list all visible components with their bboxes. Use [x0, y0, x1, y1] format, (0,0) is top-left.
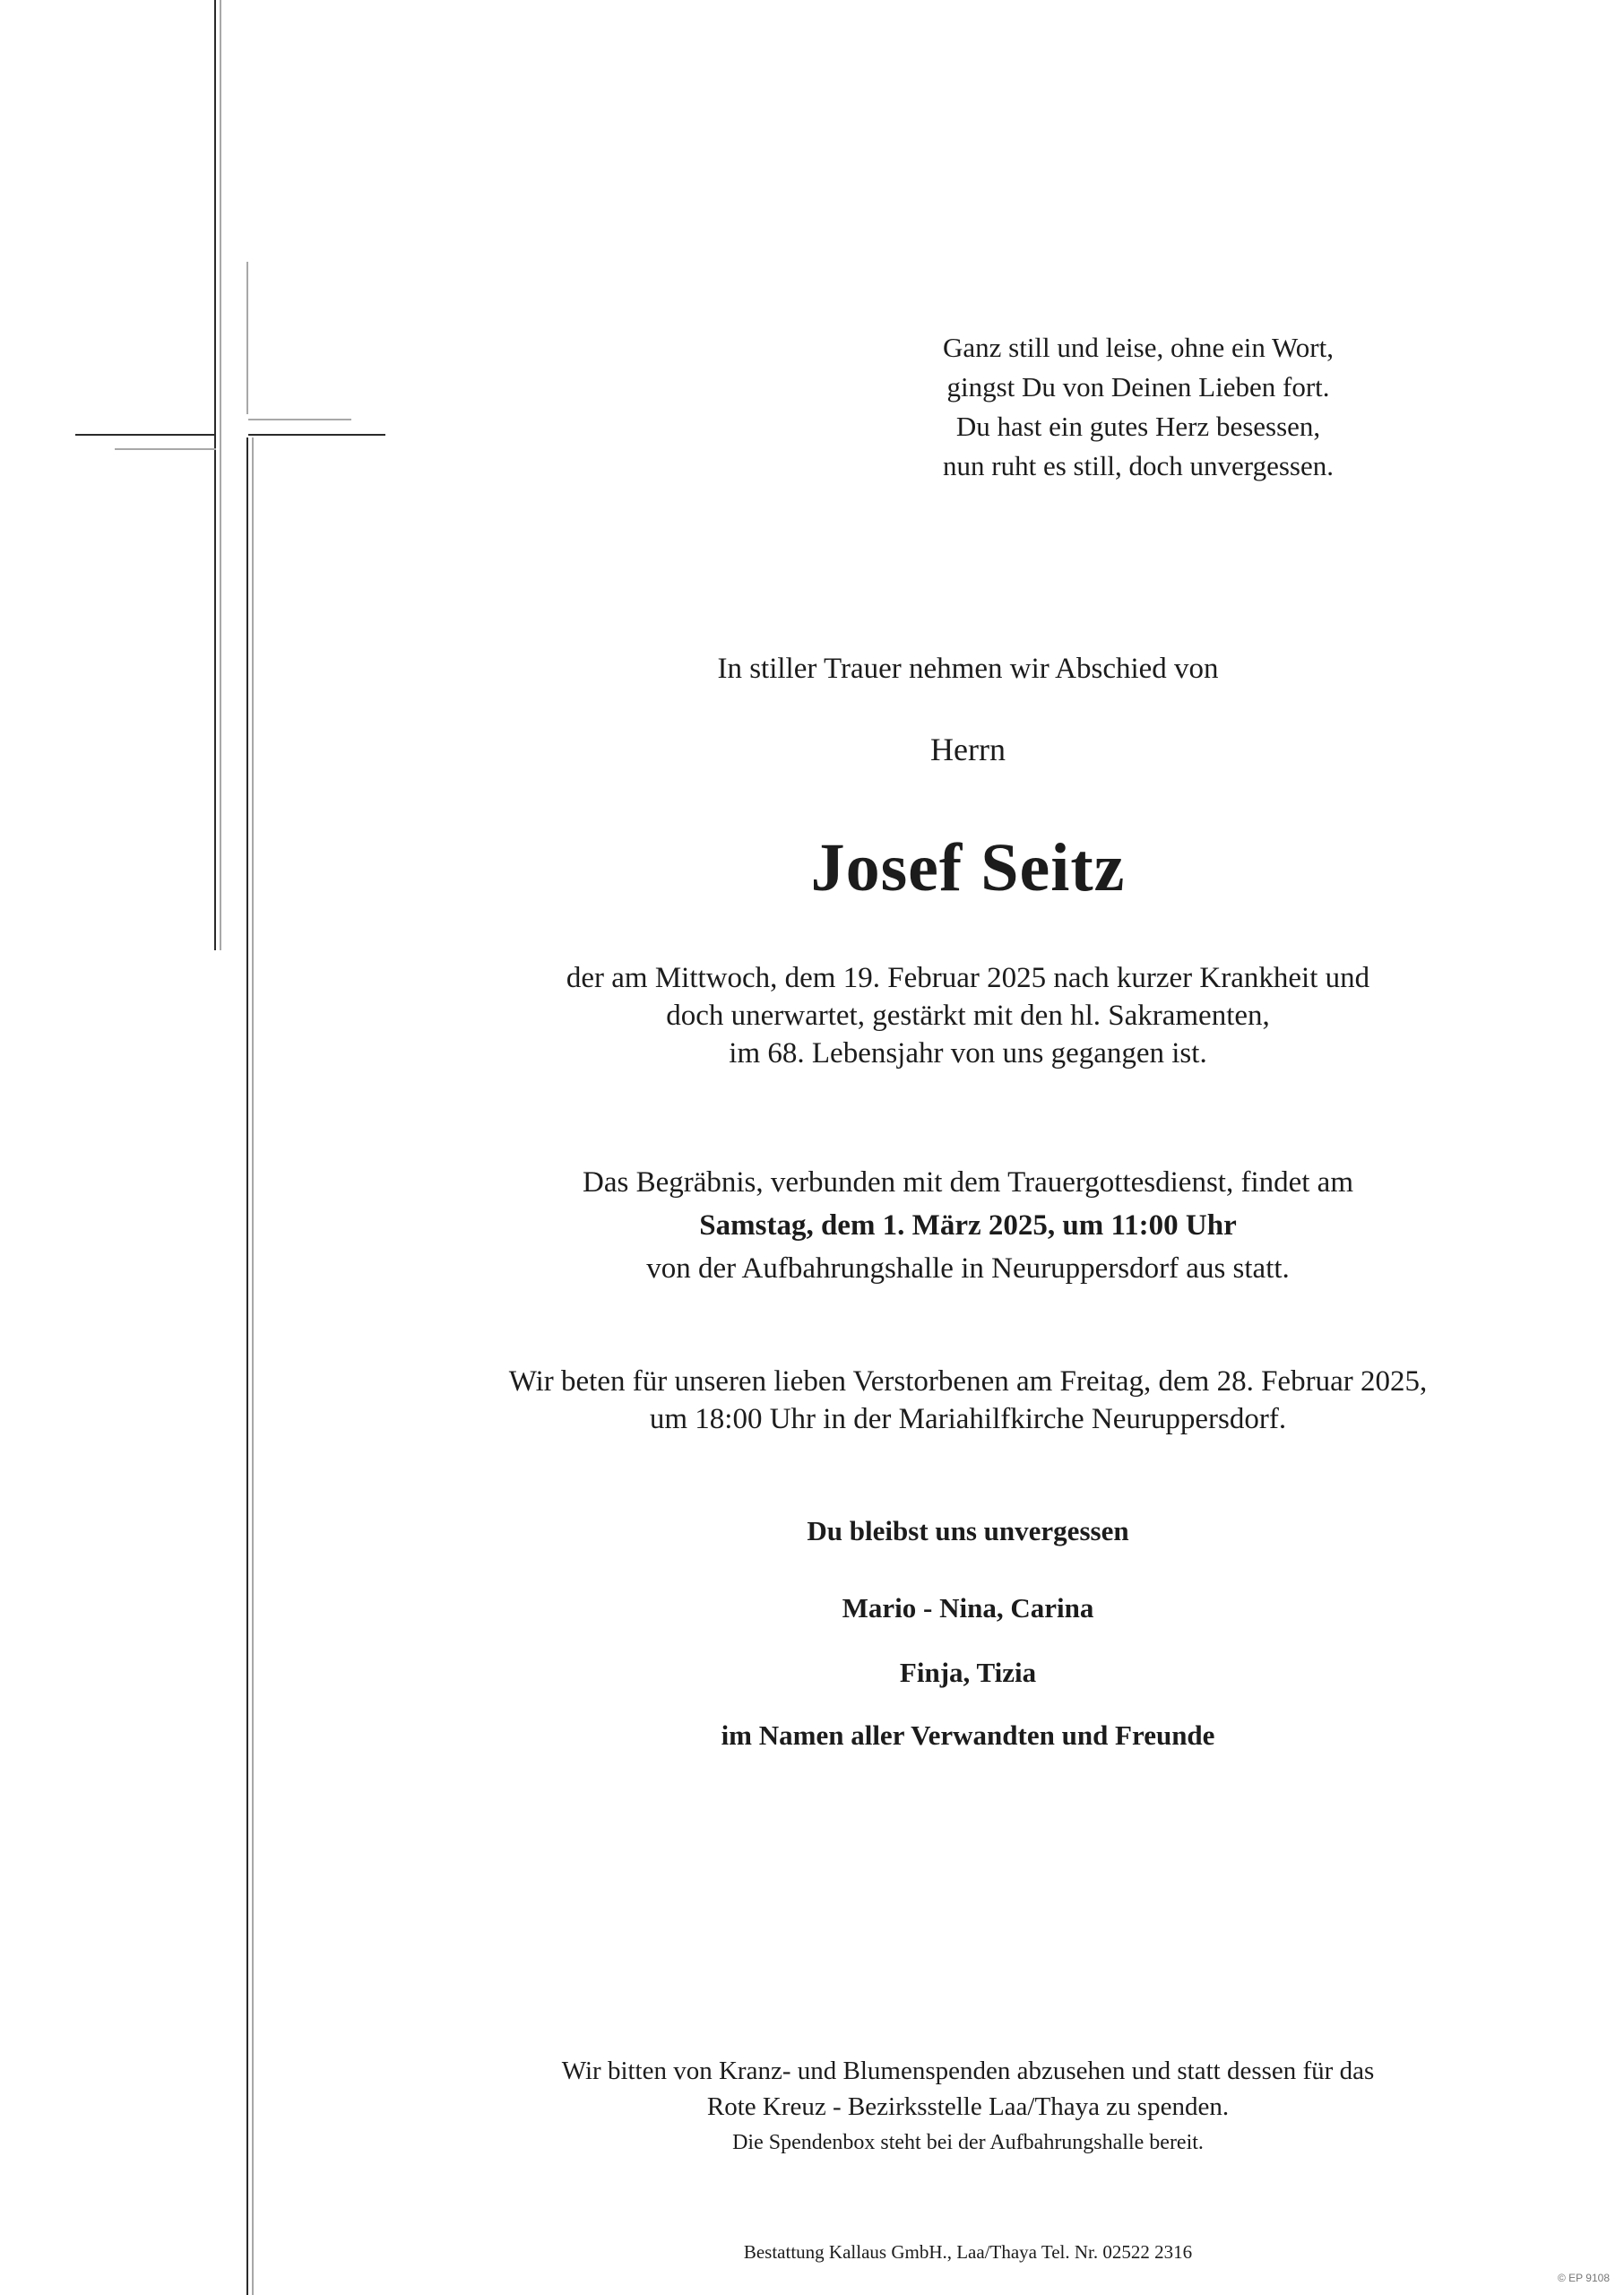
passing-line: doch unerwartet, gestärkt mit den hl. Sakramenten, [666, 1000, 1270, 1032]
donation-notice [394, 2053, 1542, 2161]
funeral-date: Samstag, dem 1. März 2025, um 11:00 Uhr [699, 1209, 1237, 1242]
funeral-home-footer: Bestattung Kallaus GmbH., Laa/Thaya Tel. Nr. 02522 2316 [743, 2241, 1193, 2263]
funeral-line: Das Begräbnis, verbunden mit dem Trauergottesdienst, findet am [583, 1166, 1353, 1199]
verse-line: nun ruht es still, doch unvergessen. [943, 450, 1334, 481]
deceased-name: Josef Seitz [810, 830, 1126, 905]
cross-icon [0, 0, 412, 2295]
family-names: Finja, Tizia [899, 1657, 1037, 1688]
closing-line: Du bleibst uns unvergessen [807, 1515, 1129, 1546]
funeral-location: von der Aufbahrungshalle in Neuruppersdorf aus statt. [646, 1252, 1290, 1285]
donation-line: Rote Kreuz - Bezirksstelle Laa/Thaya zu spenden. [706, 2092, 1230, 2121]
passing-line: der am Mittwoch, dem 19. Februar 2025 nach kurzer Krankheit und [566, 962, 1370, 994]
verse-line: gingst Du von Deinen Lieben fort. [946, 371, 1330, 403]
family-names: Mario - Nina, Carina [842, 1592, 1094, 1624]
passing-line: im 68. Lebensjahr von uns gegangen ist. [729, 1037, 1207, 1070]
prayer-line: um 18:00 Uhr in der Mariahilfkirche Neuruppersdorf. [649, 1403, 1287, 1435]
intro-text: In stiller Trauer nehmen wir Abschied von [717, 653, 1219, 685]
prayer-notice [394, 1363, 1542, 1438]
verse-line: Ganz still und leise, ohne ein Wort, [942, 332, 1334, 363]
memorial-verse [860, 328, 1416, 486]
donation-line: Die Spendenbox steht bei der Aufbahrungshalle bereit. [732, 2131, 1204, 2154]
passing-notice [394, 959, 1542, 1072]
funeral-notice [394, 1161, 1542, 1290]
verse-line: Du hast ein gutes Herz besessen, [955, 411, 1321, 442]
donation-line: Wir bitten von Kranz- und Blumenspenden abzusehen und statt dessen für das [561, 2057, 1375, 2085]
salutation: Herrn [930, 732, 1006, 767]
prayer-line: Wir beten für unseren lieben Verstorbenen am Freitag, dem 28. Februar 2025, [508, 1365, 1428, 1398]
family-names: im Namen aller Verwandten und Freunde [721, 1719, 1215, 1751]
print-code: © EP 9108 [1558, 2272, 1610, 2284]
